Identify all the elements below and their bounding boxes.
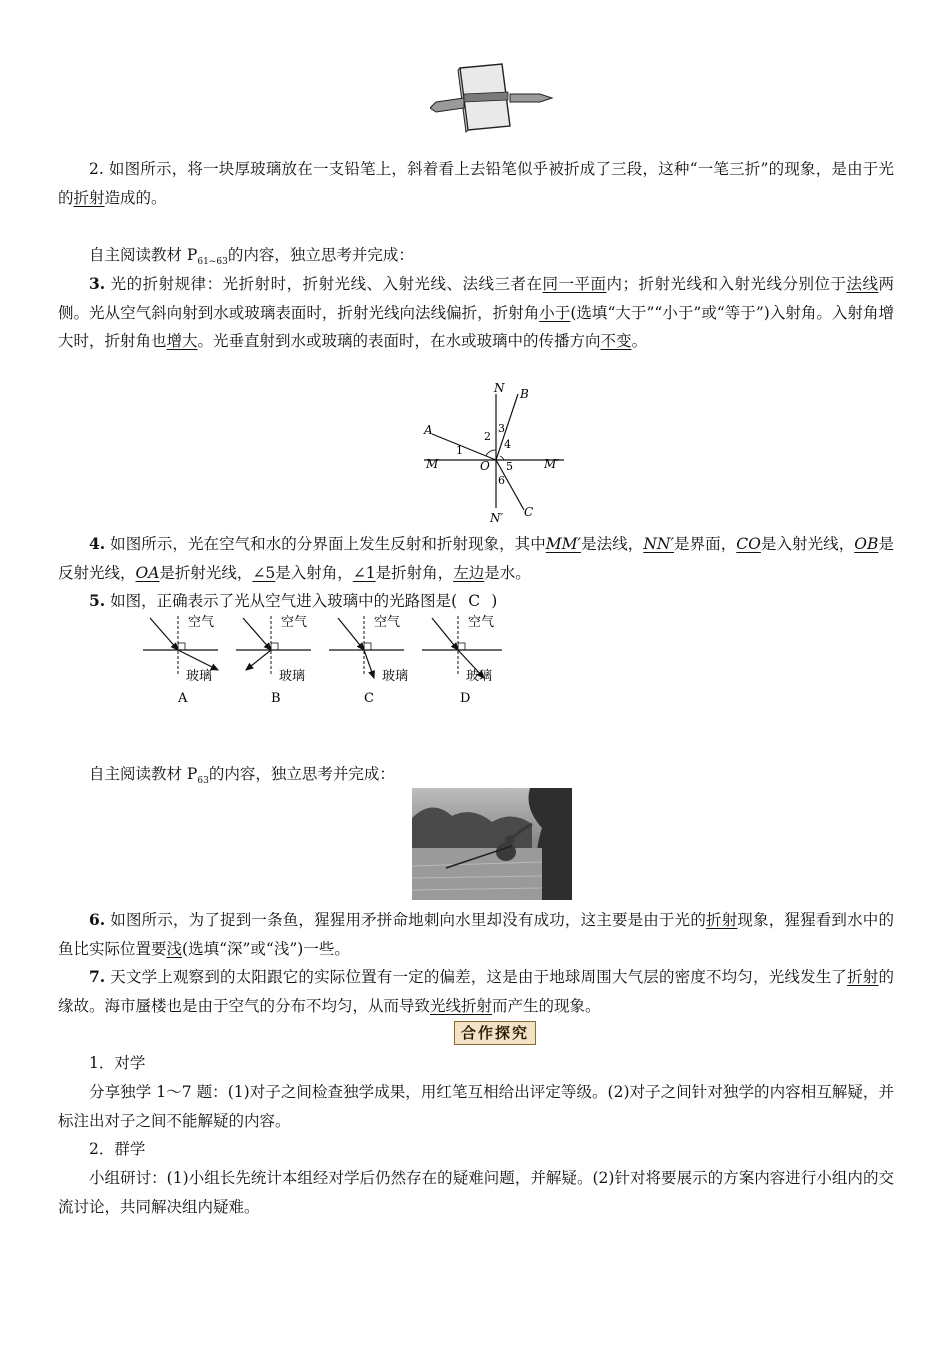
coop-paragraph-1: 分享独学 1～7 题：(1)对子之间检查独学成果，用红笔互相给出评定等级。(2)对子之间针对独学的内容相互解疑，并标注出对子之间不能解疑的内容。: [58, 1083, 894, 1130]
angle-5: 5: [506, 460, 513, 473]
angle-6: 6: [498, 474, 505, 487]
label-M-prime: M′: [544, 457, 560, 471]
label-N: N: [494, 381, 505, 395]
svg-text:玻璃: 玻璃: [466, 669, 493, 684]
svg-text:空气: 空气: [374, 615, 401, 630]
label-N-prime: N′: [490, 511, 504, 525]
svg-text:B: B: [271, 691, 281, 706]
option-d-diagram: [422, 614, 502, 706]
label-B: B: [520, 387, 529, 401]
label-M: M: [426, 457, 439, 471]
q5-option-diagrams: [138, 610, 518, 710]
svg-text:空气: 空气: [188, 615, 215, 630]
coop-heading-1: 1．对学: [89, 1054, 146, 1072]
answer-blank: 折射: [73, 188, 105, 207]
question-4: 4. 如图所示，光在空气和水的分界面上发生反射和折射现象，其中MM′是法线，NN′是界面，CO是入射光线，OB是反射光线，OA是折射光线，∠5是入射角，∠1是折射角，左边是水。: [58, 534, 894, 582]
section-tag-cooperative-inquiry: 合作探究: [454, 1021, 536, 1045]
coop-heading-2: 2．群学: [89, 1140, 146, 1158]
question-6: 6. 如图所示，为了捉到一条鱼，猩猩用矛拼命地刺向水里却没有成功，这主要是由于光的折射现象，猩猩看到水中的鱼比实际位置要浅(选填“深”或“浅”)一些。: [58, 910, 894, 958]
glass-pencil-figure: [430, 60, 555, 135]
answer-choice: C: [468, 592, 481, 610]
svg-text:A: A: [178, 691, 188, 706]
option-b-diagram: [236, 614, 311, 706]
angle-3: 3: [498, 422, 505, 435]
label-C: C: [524, 505, 534, 519]
reading-note-2: 自主阅读教材 $P_{63}$的内容，独立思考并完成：: [89, 765, 395, 787]
svg-text:空气: 空气: [468, 615, 495, 630]
svg-text:空气: 空气: [281, 615, 308, 630]
svg-text:玻璃: 玻璃: [186, 669, 213, 684]
angle-2: 2: [484, 430, 491, 443]
svg-text:玻璃: 玻璃: [279, 669, 306, 684]
option-a-diagram: [143, 614, 218, 706]
question-2: 2. 如图所示，将一块厚玻璃放在一支铅笔上，斜着看上去铅笔似乎被折成了三段，这种“一笔三折”的现象，是由于光的折射造成的。: [58, 160, 894, 207]
orangutan-fishing-photo: [412, 788, 572, 900]
coop-paragraph-2: 小组研讨：(1)小组长先统计本组经对学后仍然存在的疑难问题，并解疑。(2)针对将要展示的方案内容进行小组内的交流讨论，共同解决组内疑难。: [58, 1169, 894, 1216]
question-5: 5. 如图，正确表示了光从空气进入玻璃中的光路图是( C ): [58, 587, 894, 616]
question-3: 3. 光的折射规律：光折射时，折射光线、入射光线、法线三者在同一平面内；折射光线和入射光线分别位于法线两侧。光从空气斜向射到水或玻璃表面时，折射光线向法线偏折，折射角小于(选填“大于”“小于”或“等于”)入射角。入射角增大时，折射角也增大。光垂直射到水或玻璃的表面时，在水或玻璃中的传播方向不变。: [58, 274, 894, 350]
option-c-diagram: [329, 614, 408, 706]
angle-4: 4: [504, 438, 511, 451]
reading-note-1: 自主阅读教材 $P_{61\sim 63}$的内容，独立思考并完成：: [89, 246, 414, 268]
svg-text:D: D: [460, 691, 471, 706]
question-7: 7. 天文学上观察到的太阳跟它的实际位置有一定的偏差，这是由于地球周围大气层的密度不均匀，光线发生了折射的缘故。海市蜃楼也是由于空气的分布不均匀，从而导致光线折射而产生的现象。: [58, 967, 894, 1015]
svg-text:C: C: [364, 691, 374, 706]
reflection-refraction-diagram: [418, 380, 578, 525]
label-A: A: [424, 423, 433, 437]
label-O: O: [480, 459, 490, 473]
angle-1: 1: [456, 444, 463, 457]
svg-text:玻璃: 玻璃: [382, 669, 409, 684]
